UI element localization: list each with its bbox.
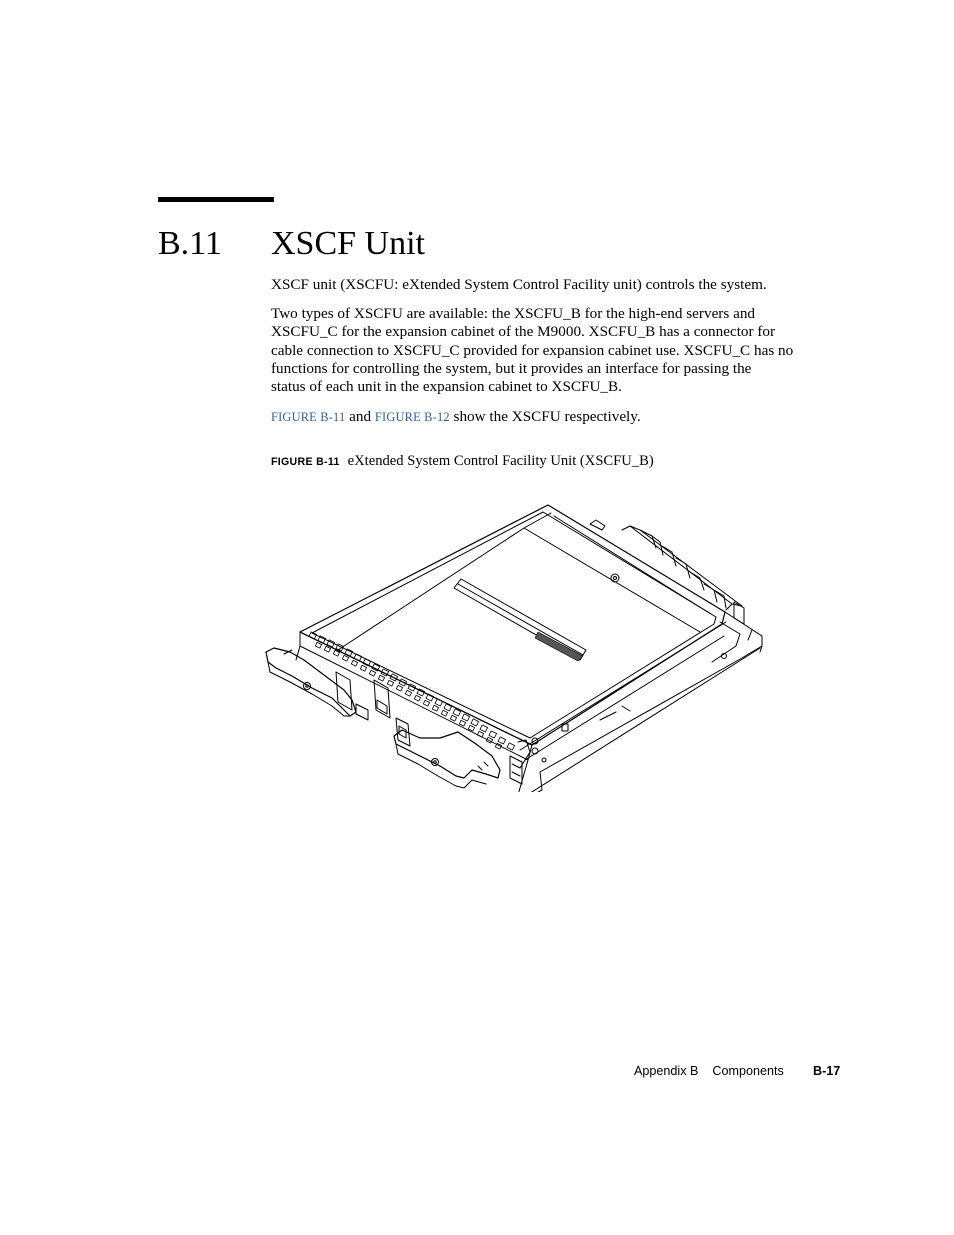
paragraph-text: and	[345, 408, 375, 425]
side-rail	[516, 612, 762, 792]
front-panel	[296, 632, 532, 792]
label-strip	[454, 579, 586, 661]
rear-connectors	[590, 520, 744, 624]
paragraph-line: functions for controlling the system, but it provides an interface for passing the	[271, 359, 752, 377]
chassis-top	[300, 505, 725, 745]
paragraph-intro: XSCF unit (XSCFU: eXtended System Control Facility unit) controls the system.	[271, 276, 767, 293]
paragraph-types	[271, 305, 851, 396]
paragraph-line: Two types of XSCFU are available: the XSCFU_B for the high-end servers and	[271, 305, 756, 322]
paragraph-figure-refs	[271, 408, 851, 426]
section-number: B.11	[158, 225, 222, 262]
figure-link-b11[interactable]: FIGURE B-11	[271, 410, 346, 424]
figure-caption-text: eXtended System Control Facility Unit (XSCFU_B)	[347, 453, 654, 469]
paragraph-line: status of each unit in the expansion cabinet to XSCFU_B.	[271, 378, 622, 396]
figure-caption	[271, 452, 654, 471]
page-footer	[634, 1063, 841, 1079]
paragraph-line: cable connection to XSCFU_C provided for expansion cabinet use. XSCFU_C has no	[271, 341, 794, 359]
section-title: XSCF Unit	[271, 225, 425, 262]
figure-link-b12[interactable]: FIGURE B-12	[374, 410, 450, 424]
lower-ejector-lever	[394, 730, 500, 788]
figure-label: FIGURE B-11	[271, 456, 340, 468]
page-number: B-17	[813, 1064, 841, 1078]
footer-chapter: Components	[712, 1064, 784, 1078]
paragraph-text: show the XSCFU respectively.	[449, 408, 641, 425]
paragraph-line: XSCFU_C for the expansion cabinet of the M9000. XSCFU_B has a connector for	[271, 323, 776, 341]
xscfu-illustration	[262, 500, 768, 792]
section-rule	[158, 197, 274, 202]
footer-appendix: Appendix B	[634, 1064, 699, 1078]
